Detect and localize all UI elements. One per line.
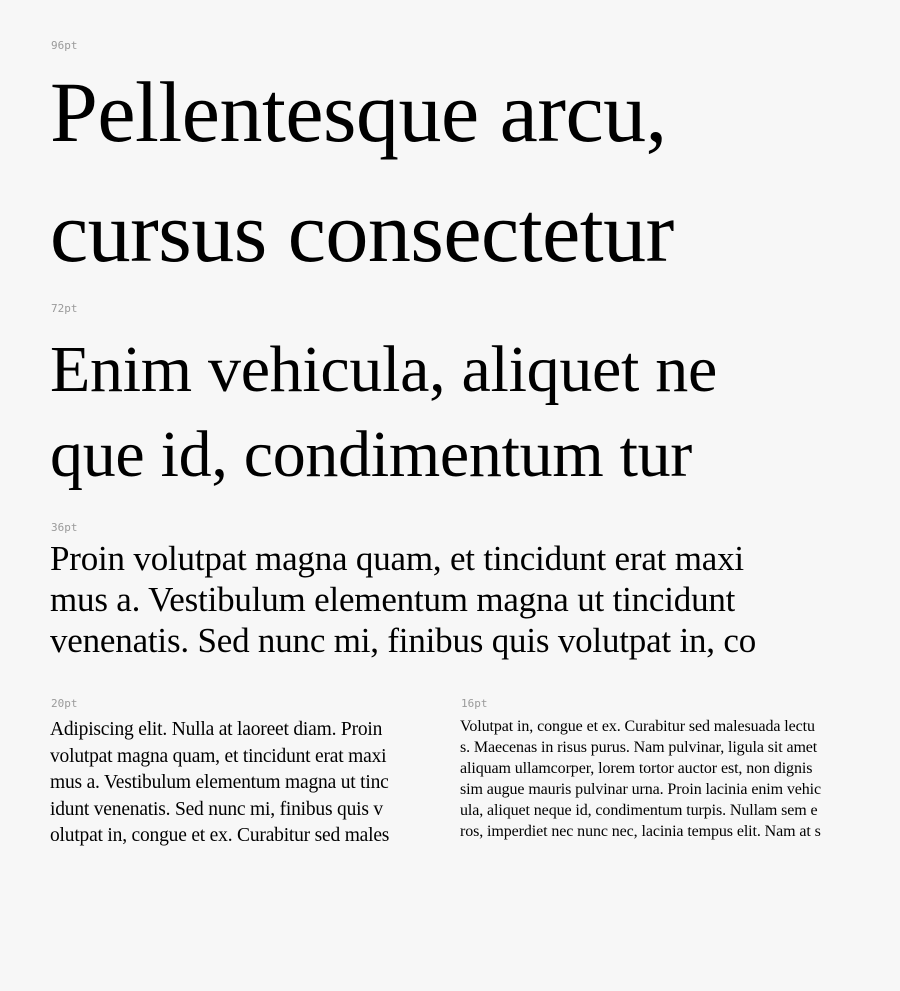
- specimen-16pt-line-3: aliquam ullamcorper, lorem tortor auctor est, non dignis: [460, 760, 813, 777]
- specimen-20pt-line-4: idunt venenatis. Sed nunc mi, finibus quis v: [50, 798, 383, 820]
- specimen-16pt-line-4: sim augue mauris pulvinar urna. Proin lacinia enim vehic: [460, 781, 821, 798]
- specimen-96pt-line-2: cursus consectetur: [50, 184, 674, 280]
- specimen-16pt-line-5: ula, aliquet neque id, condimentum turpis. Nullam sem e: [460, 802, 818, 819]
- specimen-96pt-line-1: Pellentesque arcu,: [50, 64, 667, 160]
- specimen-16pt-line-2: s. Maecenas in risus purus. Nam pulvinar, ligula sit amet: [460, 739, 818, 756]
- specimen-20pt-line-3: mus a. Vestibulum elementum magna ut tinc: [50, 772, 389, 793]
- specimen-20pt-block: [50, 717, 445, 850]
- specimen-20pt-line-5: olutpat in, congue et ex. Curabitur sed males: [50, 825, 390, 846]
- specimen-16pt-line-1: Volutpat in, congue et ex. Curabitur sed malesuada lectu: [460, 718, 815, 735]
- size-label-96pt: 96pt: [51, 39, 78, 52]
- specimen-72pt-line-1: Enim vehicula, aliquet ne: [50, 333, 717, 406]
- specimen-20pt-line-2: volutpat magna quam, et tincidunt erat maxi: [50, 745, 387, 767]
- specimen-36pt-line-3: venenatis. Sed nunc mi, finibus quis volutpat in, co: [50, 621, 757, 660]
- size-label-36pt: 36pt: [51, 521, 78, 534]
- specimen-16pt-block: [460, 716, 855, 842]
- specimen-36pt-line-2: mus a. Vestibulum elementum magna ut tincidunt: [50, 580, 736, 619]
- specimen-72pt-line-2: que id, condimentum tur: [50, 418, 692, 491]
- size-label-16pt: 16pt: [461, 697, 488, 710]
- size-label-72pt: 72pt: [51, 302, 78, 315]
- specimen-16pt-line-6: ros, imperdiet nec nunc nec, lacinia tempus elit. Nam at s: [460, 823, 821, 840]
- specimen-36pt-line-1: Proin volutpat magna quam, et tincidunt erat maxi: [50, 539, 744, 578]
- specimen-20pt-line-1: Adipiscing elit. Nulla at laoreet diam. Proin: [50, 719, 383, 740]
- size-label-20pt: 20pt: [51, 697, 78, 710]
